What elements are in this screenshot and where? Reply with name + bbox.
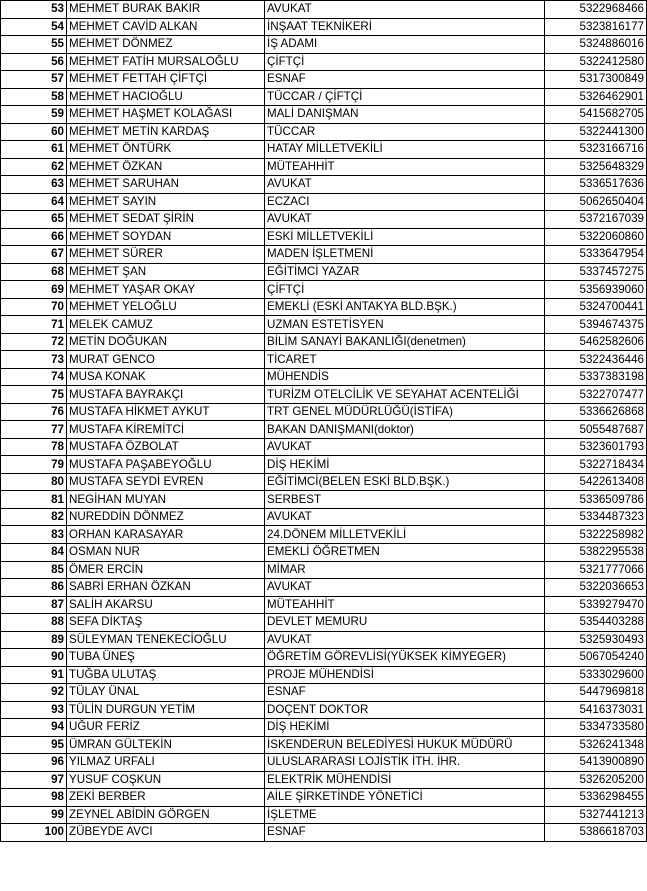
phone-number: 5326205200 bbox=[545, 771, 647, 789]
occupation: AVUKAT bbox=[265, 508, 545, 526]
table-row bbox=[1, 368, 647, 386]
phone-number: 5337457275 bbox=[545, 263, 647, 281]
person-name: ORHAN KARASAYAR bbox=[67, 526, 265, 544]
person-name: MEHMET SÜRER bbox=[67, 246, 265, 264]
occupation: ECZACI bbox=[265, 193, 545, 211]
phone-number: 5354403288 bbox=[545, 614, 647, 632]
row-number: 71 bbox=[1, 316, 67, 334]
phone-number: 5422613408 bbox=[545, 473, 647, 491]
table-row bbox=[1, 614, 647, 632]
table-row bbox=[1, 824, 647, 842]
row-number: 89 bbox=[1, 631, 67, 649]
phone-number: 5333647954 bbox=[545, 246, 647, 264]
row-number: 100 bbox=[1, 824, 67, 842]
person-name: MEHMET YELOĞLU bbox=[67, 298, 265, 316]
phone-number: 5324700441 bbox=[545, 298, 647, 316]
person-name: MEHMET ÖNTÜRK bbox=[67, 141, 265, 159]
person-name: MEHMET FETTAH ÇİFTÇİ bbox=[67, 71, 265, 89]
table-body bbox=[1, 1, 647, 842]
table-row bbox=[1, 806, 647, 824]
phone-number: 5322060860 bbox=[545, 228, 647, 246]
phone-number: 5447969818 bbox=[545, 684, 647, 702]
phone-number: 5322436446 bbox=[545, 351, 647, 369]
phone-number: 5339279470 bbox=[545, 596, 647, 614]
person-name: OSMAN NUR bbox=[67, 543, 265, 561]
occupation: UZMAN ESTETİSYEN bbox=[265, 316, 545, 334]
row-number: 66 bbox=[1, 228, 67, 246]
occupation: MALİ DANIŞMAN bbox=[265, 106, 545, 124]
table-row bbox=[1, 53, 647, 71]
occupation: AVUKAT bbox=[265, 438, 545, 456]
person-name: MURAT GENCO bbox=[67, 351, 265, 369]
person-name: MUSTAFA HİKMET AYKUT bbox=[67, 403, 265, 421]
phone-number: 5336517636 bbox=[545, 176, 647, 194]
person-name: YUSUF COŞKUN bbox=[67, 771, 265, 789]
occupation: ESNAF bbox=[265, 824, 545, 842]
person-name: MEHMET CAVİD ALKAN bbox=[67, 18, 265, 36]
occupation: ÇİFTÇİ bbox=[265, 281, 545, 299]
occupation: İŞ ADAMI bbox=[265, 36, 545, 54]
person-name: SÜLEYMAN TENEKECİOĞLU bbox=[67, 631, 265, 649]
person-name: ZÜBEYDE AVCI bbox=[67, 824, 265, 842]
row-number: 68 bbox=[1, 263, 67, 281]
phone-number: 5325648329 bbox=[545, 158, 647, 176]
row-number: 76 bbox=[1, 403, 67, 421]
row-number: 69 bbox=[1, 281, 67, 299]
table-row bbox=[1, 158, 647, 176]
occupation: BAKAN DANIŞMANI(doktor) bbox=[265, 421, 545, 439]
row-number: 93 bbox=[1, 701, 67, 719]
row-number: 98 bbox=[1, 789, 67, 807]
table-row bbox=[1, 351, 647, 369]
table-row bbox=[1, 316, 647, 334]
table-row bbox=[1, 561, 647, 579]
phone-number: 5322718434 bbox=[545, 456, 647, 474]
occupation: EĞİTİMCİ YAZAR bbox=[265, 263, 545, 281]
row-number: 56 bbox=[1, 53, 67, 71]
phone-number: 5337383198 bbox=[545, 368, 647, 386]
occupation: AVUKAT bbox=[265, 631, 545, 649]
occupation: İNŞAAT TEKNİKERİ bbox=[265, 18, 545, 36]
person-name: SALİH AKARSU bbox=[67, 596, 265, 614]
table-row bbox=[1, 438, 647, 456]
table-row bbox=[1, 88, 647, 106]
occupation: MÜTEAHHİT bbox=[265, 158, 545, 176]
table-row bbox=[1, 649, 647, 667]
row-number: 55 bbox=[1, 36, 67, 54]
occupation: EMEKLİ (ESKİ ANTAKYA BLD.BŞK.) bbox=[265, 298, 545, 316]
table-row bbox=[1, 298, 647, 316]
phone-number: 5336298455 bbox=[545, 789, 647, 807]
person-name: ZEYNEL ABİDİN GÖRGEN bbox=[67, 806, 265, 824]
phone-number: 5323816177 bbox=[545, 18, 647, 36]
occupation: TRT GENEL MÜDÜRLÜĞÜ(İSTİFA) bbox=[265, 403, 545, 421]
row-number: 82 bbox=[1, 508, 67, 526]
person-name: MEHMET ŞAN bbox=[67, 263, 265, 281]
phone-number: 5386618703 bbox=[545, 824, 647, 842]
row-number: 62 bbox=[1, 158, 67, 176]
row-number: 97 bbox=[1, 771, 67, 789]
phone-number: 5356939060 bbox=[545, 281, 647, 299]
table-row bbox=[1, 246, 647, 264]
row-number: 99 bbox=[1, 806, 67, 824]
person-name: MUSTAFA SEYDİ EVREN bbox=[67, 473, 265, 491]
person-name: MUSTAFA KİREMİTCİ bbox=[67, 421, 265, 439]
row-number: 94 bbox=[1, 719, 67, 737]
table-row bbox=[1, 123, 647, 141]
person-name: MEHMET HAŞMET KOLAĞASI bbox=[67, 106, 265, 124]
row-number: 91 bbox=[1, 666, 67, 684]
row-number: 81 bbox=[1, 491, 67, 509]
person-name: ZEKİ BERBER bbox=[67, 789, 265, 807]
occupation: AVUKAT bbox=[265, 579, 545, 597]
phone-number: 5062650404 bbox=[545, 193, 647, 211]
person-name: MEHMET BURAK BAKIR bbox=[67, 1, 265, 19]
occupation: DİŞ HEKİMİ bbox=[265, 719, 545, 737]
table-row bbox=[1, 701, 647, 719]
occupation: DİŞ HEKİMİ bbox=[265, 456, 545, 474]
occupation: DEVLET MEMURU bbox=[265, 614, 545, 632]
occupation: AVUKAT bbox=[265, 1, 545, 19]
row-number: 90 bbox=[1, 649, 67, 667]
phone-number: 5325930493 bbox=[545, 631, 647, 649]
occupation: ESKİ MİLLETVEKİLİ bbox=[265, 228, 545, 246]
row-number: 77 bbox=[1, 421, 67, 439]
occupation: MİMAR bbox=[265, 561, 545, 579]
occupation: BİLİM SANAYİ BAKANLIĞI(denetmen) bbox=[265, 333, 545, 351]
row-number: 65 bbox=[1, 211, 67, 229]
person-name: TÜLAY ÜNAL bbox=[67, 684, 265, 702]
row-number: 86 bbox=[1, 579, 67, 597]
table-row bbox=[1, 281, 647, 299]
person-name: MEHMET SAYIN bbox=[67, 193, 265, 211]
table-row bbox=[1, 211, 647, 229]
person-name: MEHMET YAŞAR OKAY bbox=[67, 281, 265, 299]
row-number: 64 bbox=[1, 193, 67, 211]
occupation: ÖĞRETİM GÖREVLİSİ(YÜKSEK KİMYEGER) bbox=[265, 649, 545, 667]
row-number: 84 bbox=[1, 543, 67, 561]
row-number: 61 bbox=[1, 141, 67, 159]
phone-number: 5323601793 bbox=[545, 438, 647, 456]
row-number: 60 bbox=[1, 123, 67, 141]
person-name: MEHMET SARUHAN bbox=[67, 176, 265, 194]
occupation: SERBEST bbox=[265, 491, 545, 509]
table-row bbox=[1, 456, 647, 474]
phone-number: 5322441300 bbox=[545, 123, 647, 141]
occupation: PROJE MÜHENDİSİ bbox=[265, 666, 545, 684]
table-row bbox=[1, 71, 647, 89]
phone-number: 5336626868 bbox=[545, 403, 647, 421]
table-row bbox=[1, 508, 647, 526]
row-number: 63 bbox=[1, 176, 67, 194]
phone-number: 5322036653 bbox=[545, 579, 647, 597]
phone-number: 5462582606 bbox=[545, 333, 647, 351]
phone-number: 5322968466 bbox=[545, 1, 647, 19]
table-row bbox=[1, 491, 647, 509]
table-row bbox=[1, 333, 647, 351]
row-number: 79 bbox=[1, 456, 67, 474]
phone-number: 5372167039 bbox=[545, 211, 647, 229]
person-name: MUSA KONAK bbox=[67, 368, 265, 386]
phone-number: 5323166716 bbox=[545, 141, 647, 159]
phone-number: 5334733580 bbox=[545, 719, 647, 737]
table-row bbox=[1, 1, 647, 19]
occupation: TİCARET bbox=[265, 351, 545, 369]
phone-number: 5415682705 bbox=[545, 106, 647, 124]
row-number: 75 bbox=[1, 386, 67, 404]
person-name: MELEK CAMUZ bbox=[67, 316, 265, 334]
phone-number: 5322412580 bbox=[545, 53, 647, 71]
occupation: İŞLETME bbox=[265, 806, 545, 824]
table-row bbox=[1, 473, 647, 491]
table-row bbox=[1, 736, 647, 754]
table-row bbox=[1, 631, 647, 649]
table-row bbox=[1, 263, 647, 281]
table-row bbox=[1, 106, 647, 124]
occupation: EMEKLİ ÖĞRETMEN bbox=[265, 543, 545, 561]
person-name: MEHMET FATİH MURSALOĞLU bbox=[67, 53, 265, 71]
phone-number: 5336509786 bbox=[545, 491, 647, 509]
phone-number: 5326462901 bbox=[545, 88, 647, 106]
table-row bbox=[1, 543, 647, 561]
row-number: 53 bbox=[1, 1, 67, 19]
table-row bbox=[1, 719, 647, 737]
table-row bbox=[1, 684, 647, 702]
row-number: 67 bbox=[1, 246, 67, 264]
occupation: TURİZM OTELCİLİK VE SEYAHAT ACENTELİĞİ bbox=[265, 386, 545, 404]
person-name: TÜLİN DURGUN YETİM bbox=[67, 701, 265, 719]
phone-number: 5324886016 bbox=[545, 36, 647, 54]
phone-number: 5413900890 bbox=[545, 754, 647, 772]
phone-number: 5334487323 bbox=[545, 508, 647, 526]
row-number: 83 bbox=[1, 526, 67, 544]
phone-number: 5317300849 bbox=[545, 71, 647, 89]
occupation: ESNAF bbox=[265, 71, 545, 89]
row-number: 54 bbox=[1, 18, 67, 36]
row-number: 80 bbox=[1, 473, 67, 491]
table-row bbox=[1, 403, 647, 421]
row-number: 92 bbox=[1, 684, 67, 702]
phone-number: 5322707477 bbox=[545, 386, 647, 404]
person-name: ÜMRAN GÜLTEKİN bbox=[67, 736, 265, 754]
person-name: METİN DOĞUKAN bbox=[67, 333, 265, 351]
occupation: MADEN İŞLETMENİ bbox=[265, 246, 545, 264]
table-row bbox=[1, 141, 647, 159]
table-row bbox=[1, 666, 647, 684]
person-name: TUBA ÜNEŞ bbox=[67, 649, 265, 667]
table-row bbox=[1, 579, 647, 597]
occupation: AİLE ŞİRKETİNDE YÖNETİCİ bbox=[265, 789, 545, 807]
row-number: 58 bbox=[1, 88, 67, 106]
row-number: 85 bbox=[1, 561, 67, 579]
person-name: UĞUR FERİZ bbox=[67, 719, 265, 737]
row-number: 87 bbox=[1, 596, 67, 614]
table-row bbox=[1, 193, 647, 211]
occupation: ESNAF bbox=[265, 684, 545, 702]
person-name: MEHMET SEDAT ŞİRİN bbox=[67, 211, 265, 229]
occupation: 24.DÖNEM MİLLETVEKİLİ bbox=[265, 526, 545, 544]
row-number: 88 bbox=[1, 614, 67, 632]
row-number: 70 bbox=[1, 298, 67, 316]
occupation: MÜTEAHHİT bbox=[265, 596, 545, 614]
phone-number: 5321777066 bbox=[545, 561, 647, 579]
occupation: MÜHENDİS bbox=[265, 368, 545, 386]
person-name: TUĞBA ULUTAŞ bbox=[67, 666, 265, 684]
table-row bbox=[1, 421, 647, 439]
table-row bbox=[1, 754, 647, 772]
person-name: NUREDDİN DÖNMEZ bbox=[67, 508, 265, 526]
person-name: MEHMET METİN KARDAŞ bbox=[67, 123, 265, 141]
phone-number: 5055487687 bbox=[545, 421, 647, 439]
row-number: 74 bbox=[1, 368, 67, 386]
occupation: ELEKTRİK MÜHENDİSİ bbox=[265, 771, 545, 789]
person-name: MEHMET DÖNMEZ bbox=[67, 36, 265, 54]
table-row bbox=[1, 789, 647, 807]
occupation: TÜCCAR bbox=[265, 123, 545, 141]
row-number: 59 bbox=[1, 106, 67, 124]
table-row bbox=[1, 18, 647, 36]
person-name: MEHMET ÖZKAN bbox=[67, 158, 265, 176]
person-name: MEHMET SOYDAN bbox=[67, 228, 265, 246]
occupation: AVUKAT bbox=[265, 211, 545, 229]
phone-number: 5326241348 bbox=[545, 736, 647, 754]
person-name: YILMAZ URFALI bbox=[67, 754, 265, 772]
person-name: MUSTAFA PAŞABEYOĞLU bbox=[67, 456, 265, 474]
phone-number: 5327441213 bbox=[545, 806, 647, 824]
person-name: NEGİHAN MUYAN bbox=[67, 491, 265, 509]
phone-number: 5067054240 bbox=[545, 649, 647, 667]
table-row bbox=[1, 596, 647, 614]
row-number: 57 bbox=[1, 71, 67, 89]
phone-number: 5394674375 bbox=[545, 316, 647, 334]
row-number: 73 bbox=[1, 351, 67, 369]
table-row bbox=[1, 771, 647, 789]
occupation: AVUKAT bbox=[265, 176, 545, 194]
occupation: TÜCCAR / ÇİFTÇİ bbox=[265, 88, 545, 106]
table-row bbox=[1, 386, 647, 404]
occupation: HATAY MİLLETVEKİLİ bbox=[265, 141, 545, 159]
person-name: MUSTAFA ÖZBOLAT bbox=[67, 438, 265, 456]
row-number: 95 bbox=[1, 736, 67, 754]
person-name: SABRİ ERHAN ÖZKAN bbox=[67, 579, 265, 597]
person-name: MUSTAFA BAYRAKÇI bbox=[67, 386, 265, 404]
person-name: SEFA DİKTAŞ bbox=[67, 614, 265, 632]
occupation: DOÇENT DOKTOR bbox=[265, 701, 545, 719]
phone-number: 5333029600 bbox=[545, 666, 647, 684]
table-row bbox=[1, 176, 647, 194]
row-number: 72 bbox=[1, 333, 67, 351]
table-row bbox=[1, 526, 647, 544]
occupation: İSKENDERUN BELEDİYESİ HUKUK MÜDÜRÜ bbox=[265, 736, 545, 754]
phone-number: 5382295538 bbox=[545, 543, 647, 561]
person-name: ÖMER ERCİN bbox=[67, 561, 265, 579]
occupation: ÇİFTÇİ bbox=[265, 53, 545, 71]
phone-number: 5322258982 bbox=[545, 526, 647, 544]
person-name: MEHMET HACIOĞLU bbox=[67, 88, 265, 106]
table-row bbox=[1, 36, 647, 54]
row-number: 96 bbox=[1, 754, 67, 772]
occupation: EĞİTİMCİ(BELEN ESKİ BLD.BŞK.) bbox=[265, 473, 545, 491]
row-number: 78 bbox=[1, 438, 67, 456]
occupation: ULUSLARARASI LOJİSTİK İTH. İHR. bbox=[265, 754, 545, 772]
table-row bbox=[1, 228, 647, 246]
phone-number: 5416373031 bbox=[545, 701, 647, 719]
